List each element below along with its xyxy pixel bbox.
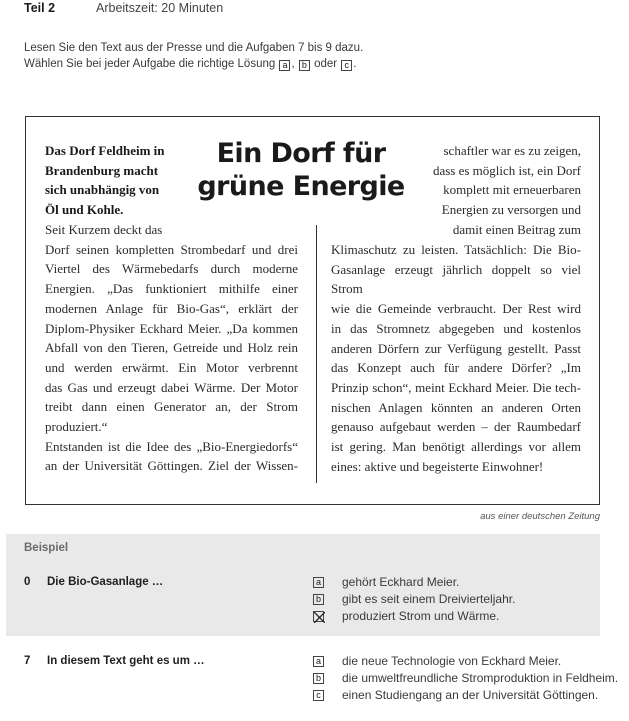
text-line: anderen Dörfern zur Verfügung gestellt. Passt xyxy=(331,340,581,356)
option-text: die umweltfreundliche Stromproduktion in Feldheim. xyxy=(342,671,619,685)
example-number: 0 xyxy=(24,576,31,588)
box-letter-b: b xyxy=(299,60,310,71)
lead-line: Brandenburg macht xyxy=(45,162,159,178)
text-line: Viertel des Wärmebedarfs durch moderne xyxy=(45,261,298,277)
option-box: a xyxy=(313,577,324,588)
text-line: in das Stromnetz abgegeben und kostenlos xyxy=(331,320,581,336)
option-box: b xyxy=(313,594,324,605)
text-line: Energien zu versorgen und xyxy=(441,202,581,218)
time-label: Arbeitszeit: 20 Minuten xyxy=(96,1,224,15)
option-text: die neue Technologie von Eckhard Meier. xyxy=(342,654,562,668)
text-line: Abfall von den Tieren, Getreide und Holz rein xyxy=(45,340,298,356)
text-line: produziert.“ xyxy=(45,419,108,435)
title-line: grüne Energie xyxy=(197,171,405,202)
instructions xyxy=(24,40,363,72)
lead-line: Das Dorf Feldheim in xyxy=(45,143,165,158)
text-line: treibt dann einen Generator an, der Strom xyxy=(45,399,298,415)
text-line: ist gering. Man benötigt allerdings vor allem xyxy=(331,439,581,455)
lead-line: sich unabhängig von xyxy=(45,182,160,198)
text-line: Prinzip schon“, meint Eckhard Meier. Die tech- xyxy=(331,379,581,395)
text-line: nischen Anlagen könnten an anderen Orten xyxy=(331,399,581,415)
option-checkbox[interactable]: a xyxy=(313,656,324,667)
header xyxy=(24,1,224,17)
text-line: das Gas und erzeugt dabei Wärme. Der Motor xyxy=(45,379,298,395)
text-line: und werden erwärmt. Ein Motor verbrennt xyxy=(45,359,298,375)
text-line: Gasanlage erzeugt jährlich doppelt so viel Strom xyxy=(331,261,581,297)
text-line: Entstanden ist die Idee des „Bio-Energiedorfs“ xyxy=(45,438,298,454)
text-line: Klimaschutz zu leisten. Tatsächlich: Die Bio- xyxy=(331,242,581,257)
article-column-left xyxy=(45,220,298,476)
instruction-oder: oder xyxy=(314,58,338,70)
article-title xyxy=(196,137,406,203)
option-text: gehört Eckhard Meier. xyxy=(342,575,460,589)
text-line: Diplom-Physiker Eckhard Meier. „Da kommen xyxy=(45,320,298,336)
text-line: dass es möglich ist, ein Dorf xyxy=(432,162,581,178)
task-7-number: 7 xyxy=(24,655,31,667)
option-text: produziert Strom und Wärme. xyxy=(342,609,500,623)
column-divider xyxy=(316,225,317,483)
instruction-line-2: Wählen Sie bei jeder Aufgabe die richtige Lösung a , b oder c . xyxy=(24,58,357,70)
part-label: Teil 2 xyxy=(24,1,56,15)
text-line: schaftler war es zu zeigen, xyxy=(443,143,581,158)
article-column-right xyxy=(331,240,581,476)
option-box-checked xyxy=(313,611,324,622)
option-checkbox[interactable]: c xyxy=(313,690,324,701)
box-letter-a: a xyxy=(279,60,290,71)
text-line: Seit Kurzem deckt das xyxy=(45,222,163,237)
option-checkbox[interactable]: b xyxy=(313,673,324,684)
text-line: genauso aufgebaut werden – der Raumbedarf xyxy=(331,419,581,435)
text-line: Energien. „Das funktioniert mithilfe einer xyxy=(45,281,298,297)
text-line: wie die Gemeinde verbraucht. Der Rest wird xyxy=(331,301,581,317)
text-line: eines: aktive und begeisterte Einwohner! xyxy=(331,458,544,474)
cross-mark-icon xyxy=(314,612,325,623)
box-letter-c: c xyxy=(341,60,352,71)
instruction-text: Wählen Sie bei jeder Aufgabe die richtige Lösung xyxy=(24,58,276,70)
article-column-right-top xyxy=(429,141,581,240)
text-line: damit einen Beitrag zum xyxy=(452,221,581,237)
lead-line: Öl und Kohle. xyxy=(45,202,124,218)
option-text: einen Studiengang an der Universität Göttingen. xyxy=(342,688,599,702)
task-7-question: In diesem Text geht es um … xyxy=(47,655,205,667)
text-line: modernen Anlage für Bio-Gas“, erklärt der xyxy=(45,300,298,316)
text-line: an der Universität Göttingen. Ziel der Wissen- xyxy=(45,458,298,474)
article-box xyxy=(25,116,600,505)
text-line: Dorf seinen kompletten Strombedarf und drei xyxy=(45,241,298,257)
article-source: aus einer deutschen Zeitung xyxy=(480,511,600,522)
article-lead xyxy=(45,141,180,220)
text-line: komplett mit erneuerbaren xyxy=(443,182,581,198)
example-question: Die Bio-Gasanlage … xyxy=(47,576,164,588)
instruction-line-1: Lesen Sie den Text aus der Presse und die Aufgaben 7 bis 9 dazu. xyxy=(24,42,364,54)
option-text: gibt es seit einem Dreivierteljahr. xyxy=(342,592,516,606)
title-line: Ein Dorf für xyxy=(216,138,386,169)
text-line: das Konzept auch für andere Dörfer? „Im xyxy=(331,360,581,376)
example-label: Beispiel xyxy=(24,542,69,554)
instruction-end: . xyxy=(353,58,357,70)
